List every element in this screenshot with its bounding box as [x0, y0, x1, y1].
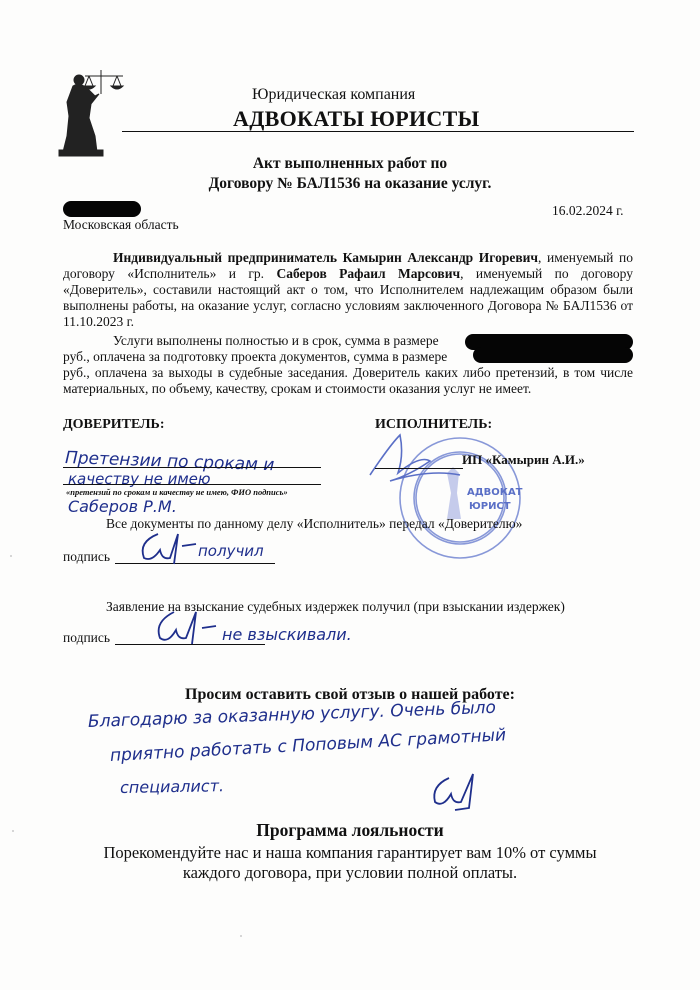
- trustor-label: ДОВЕРИТЕЛЬ:: [63, 417, 165, 432]
- paragraph-text: , именуемый по договору «Доверитель», составили настоящий акт о том, что Исполнителем надлежащим образом были выполнены работы, на оказание услуг, согласно условиям заключенного Договора № БАЛ1536 от 11.10.2023 г.: [63, 266, 633, 329]
- paragraph-text: Услуги выполнены полностью и в срок, сумма в размере: [113, 333, 439, 348]
- handwritten-review-line-3: специалист.: [119, 776, 225, 797]
- trustor-signature: [130, 528, 200, 568]
- loyalty-title: Программа лояльности: [256, 820, 444, 840]
- handwritten-claims-line-2: качеству не имею: [68, 470, 211, 488]
- themis-statue-icon: [55, 66, 133, 158]
- handwritten-review-line-1: Благодарю за оказанную услугу. Очень было: [87, 697, 497, 732]
- paragraph-text: , именуемый по договору «Исполнитель» и гр.: [63, 250, 633, 281]
- expenses-statement-text: Заявление на взыскание судебных издержек получил (при взыскании издержек): [106, 599, 565, 614]
- stamp-text: АДВОКАТ: [467, 487, 523, 498]
- handwritten-received-note: получил: [198, 542, 264, 560]
- act-paragraph-parties: [63, 250, 633, 330]
- claims-underline: [63, 484, 321, 485]
- stamp-text: ЮРИСТ: [469, 501, 511, 512]
- company-title: АДВОКАТЫ ЮРИСТЫ: [233, 106, 480, 131]
- handwritten-trustor-name: Саберов Р.М.: [68, 497, 177, 516]
- act-title-line-2: Договору № БАЛ1536 на оказание услуг.: [208, 175, 492, 192]
- signature-label: подпись: [63, 549, 111, 564]
- executor-signature-line: [375, 468, 463, 469]
- act-date: 16.02.2024 г.: [552, 203, 624, 218]
- documents-handover-text: Все документы по данному делу «Исполнитель» передал «Доверителю»: [106, 516, 523, 531]
- executor-label: ИСПОЛНИТЕЛЬ:: [375, 417, 493, 432]
- act-title: [150, 154, 550, 194]
- executor-full-name: Индивидуальный предприниматель Камырин Александр Игоревич: [113, 250, 539, 265]
- paragraph-text: руб., оплачена за подготовку проекта документов, сумма в размере: [63, 349, 448, 364]
- signature-label: подпись: [63, 630, 111, 645]
- handwritten-not-recovered-note: не взыскивали.: [222, 625, 352, 644]
- scan-speck: [240, 935, 242, 937]
- handwritten-claims-line-1: Претензии по срокам и: [64, 448, 275, 476]
- paragraph-text: руб., оплачена за выходы в судебные заседания. Доверитель каких либо претензий, в том числе материальных, по объему, качеству, срокам и стоимости оказания услуг не имеет.: [63, 365, 633, 396]
- executor-name: ИП «Камырин А.И.»: [462, 452, 585, 467]
- redaction-bar: [63, 201, 141, 217]
- scan-speck: [10, 555, 12, 557]
- redaction-bar: [473, 347, 633, 363]
- review-title: Просим оставить свой отзыв о нашей работе:: [185, 686, 515, 703]
- claims-caption: «претензий по срокам и качеству не имею, ФИО подпись»: [66, 487, 288, 497]
- handwritten-review-line-2: приятно работать с Поповым АС грамотный: [109, 725, 507, 766]
- trustor-full-name: Саберов Рафаил Марсович: [276, 266, 461, 281]
- company-name: Юридическая компания: [252, 86, 416, 103]
- executor-signature: [360, 425, 470, 495]
- reviewer-signature: [425, 770, 495, 812]
- trustor-signature: [150, 606, 220, 648]
- act-region: Московская область: [63, 217, 179, 232]
- scan-speck: [12, 830, 14, 832]
- loyalty-text: Порекомендуйте нас и наша компания гарантирует вам 10% от суммы каждого договора, при условии полной оплаты.: [103, 843, 597, 882]
- act-title-line-1: Акт выполненных работ по: [252, 155, 448, 172]
- header-divider: [122, 131, 634, 132]
- claims-underline: [63, 467, 321, 468]
